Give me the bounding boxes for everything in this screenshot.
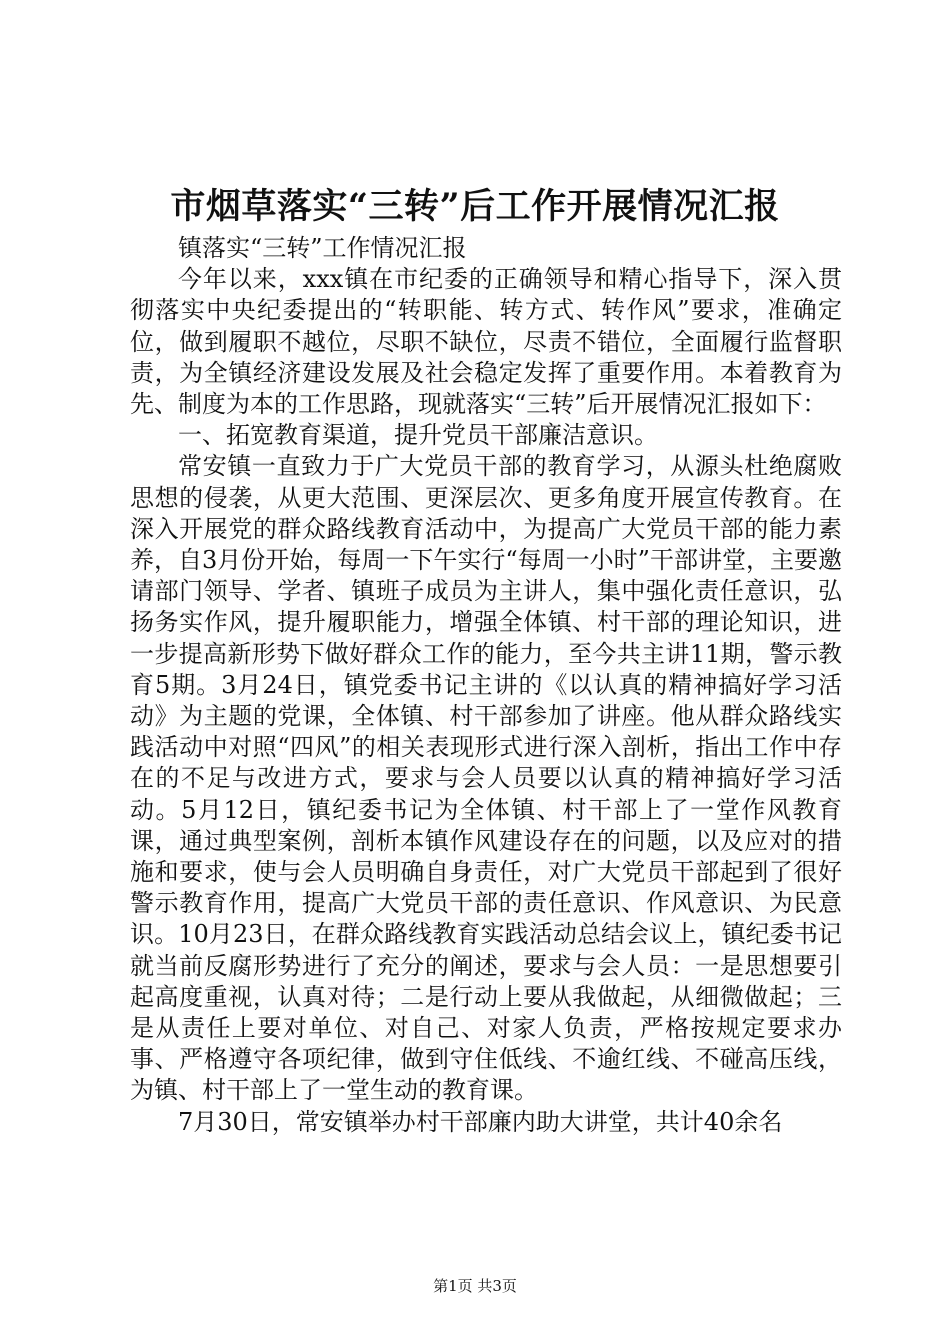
document-title: 市烟草落实“三转”后工作开展情况汇报 — [170, 186, 780, 227]
paragraph-education: 常安镇一直致力于广大党员干部的教育学习，从源头杜绝腐败思想的侵袭，从更大范围、更深层次、更多角度开展宣传教育。在深入开展党的群众路线教育活动中，为提高广大党员干部的能力素养，自3月份开始，每周一下午实行“每周一小时”干部讲堂，主要邀请部门领导、学者、镇班子成员为主讲人，集中强化责任意识，弘扬务实作风，提升履职能力，增强全体镇、村干部的理论知识，进一步提高新形势下做好群众工作的能力，至今共主讲11期，警示教育5期。3月24日，镇党委书记主讲的《以认真的精神搞好学习活动》为主题的党课，全体镇、村干部参加了讲座。他从群众路线实践活动中对照“四风”的相关表现形式进行深入剖析，指出工作中存在的不足与改进方式，要求与会人员要以认真的精神搞好学习活动。5月12日，镇纪委书记为全体镇、村干部上了一堂作风教育课，通过典型案例，剖析本镇作风建设存在的问题，以及应对的措施和要求，使与会人员明确自身责任，对广大党员干部起到了很好警示教育作用，提高广大党员干部的责任意识、作风意识、为民意识。10月23日，在群众路线教育实践活动总结会议上，镇纪委书记就当前反腐形势进行了充分的阐述，要求与会人员：一是思想要引起高度重视，认真对待；二是行动上要从我做起，从细微做起；三是从责任上要对单位、对自己、对家人负责，严格按规定要求办事、严格遵守各项纪律，做到守住低线、不逾红线、不碰高压线，为镇、村干部上了一堂生动的教育课。 — [130, 452, 842, 1105]
paragraph-lecture: 7月30日，常安镇举办村干部廉内助大讲堂，共计40余名 — [178, 1107, 783, 1136]
document-body — [130, 233, 842, 1138]
page-footer: 第1页 共3页 — [433, 1277, 517, 1295]
section-heading-1: 一、拓宽教育渠道，提升党员干部廉洁意识。 — [178, 421, 658, 450]
paragraph-subtitle: 镇落实“三转”工作情况汇报 — [178, 234, 467, 262]
paragraph-intro: 今年以来，xxx镇在市纪委的正确领导和精心指导下，深入贯彻落实中央纪委提出的“转职能、转方式、转作风”要求，准确定位，做到履职不越位，尽职不缺位，尽责不错位，全面履行监督职责，为全镇经济建设发展及社会稳定发挥了重要作用。本着教育为先、制度为本的工作思路，现就落实“三转”后开展情况汇报如下： — [130, 265, 842, 419]
